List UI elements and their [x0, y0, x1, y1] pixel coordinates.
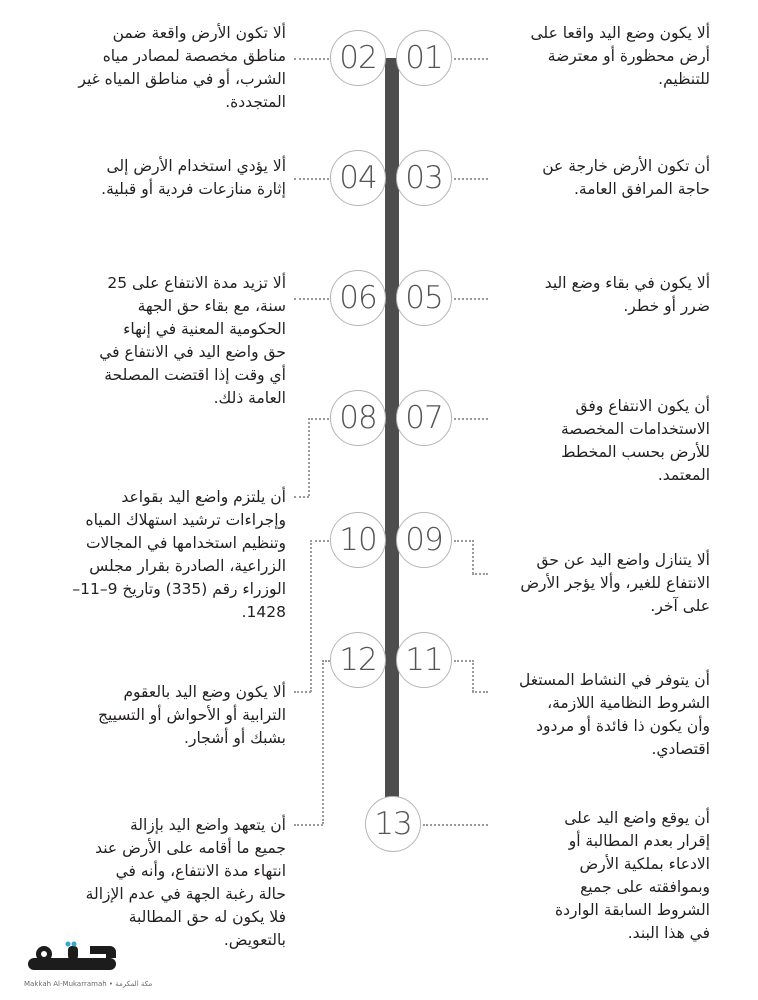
number-circle-06: 06	[330, 270, 386, 326]
number-circle-10: 10	[330, 512, 386, 568]
condition-13-text: أن يوقع واضع اليد على إقرار بعدم المطالبة أو الادعاء بملكية الأرض وبموافقته على جميع الشروط السابقة الواردة في هذا البند.	[555, 809, 710, 942]
connector-04	[294, 178, 329, 180]
condition-03-text: أن تكون الأرض خارجة عن حاجة المرافق العامة.	[542, 157, 710, 198]
connector-02	[294, 58, 329, 60]
connector-10-end	[294, 691, 311, 693]
connector-08	[308, 418, 329, 420]
connector-08-down	[308, 418, 310, 496]
number-circle-12: 12	[330, 632, 386, 688]
condition-07-text: أن يكون الانتفاع وفق الاستخدامات المخصصة للأرض بحسب المخطط المعتمد.	[561, 397, 710, 484]
number-circle-08: 08	[330, 390, 386, 446]
condition-01-text: ألا يكون وضع اليد واقعا على أرض محظورة أو معترضة للتنظيم.	[530, 24, 710, 88]
logo-subtitle: Makkah Al-Mukarramah • مكة المكرمة	[24, 980, 153, 988]
connector-13	[423, 824, 488, 826]
connector-11-down	[472, 660, 474, 692]
connector-12-end	[294, 824, 323, 826]
number-circle-04: 04	[330, 150, 386, 206]
number-circle-01: 01	[396, 30, 452, 86]
connector-10-down	[310, 540, 312, 692]
number-circle-09: 09	[396, 512, 452, 568]
number-circle-03: 03	[396, 150, 452, 206]
connector-11	[454, 660, 474, 662]
number-circle-13: 13	[365, 796, 421, 852]
number-circle-07: 07	[396, 390, 452, 446]
connector-06	[294, 298, 329, 300]
condition-04-text: ألا يؤدي استخدام الأرض إلى إثارة منازعات فردية أو قبلية.	[101, 157, 286, 198]
condition-11-text: أن يتوفر في النشاط المستغل الشروط النظامية اللازمة، وأن يكون ذا فائدة أو مردود اقتصادي.	[519, 671, 710, 758]
number-circle-11: 11	[396, 632, 452, 688]
connector-10	[310, 540, 329, 542]
connector-12-down	[322, 660, 324, 824]
condition-08-text: أن يلتزم واضع اليد بقواعد وإجراءات ترشيد استهلاك المياه وتنظيم استخدامها في المجالات الزراعية، الصادرة بقرار مجلس الوزراء رقم (335) وتاريخ 9–11– 1428.	[72, 488, 286, 621]
condition-05-text: ألا يكون في بقاء وضع اليد ضرر أو خطر.	[544, 274, 710, 315]
condition-10-text: ألا يكون وضع اليد بالعقوم الترابية أو الأحواش أو التسييج بشبك أو أشجار.	[97, 683, 286, 747]
condition-06-text: ألا تزيد مدة الانتفاع على 25 سنة، مع بقاء حق الجهة الحكومية المعنية في إنهاء حق واضع اليد في الانتفاع في أي وقت إذا اقتضت المصلحة العامة ذلك.	[99, 274, 286, 407]
connector-09	[454, 540, 474, 542]
number-circle-05: 05	[396, 270, 452, 326]
number-circle-02: 02	[330, 30, 386, 86]
condition-02-text: ألا تكون الأرض واقعة ضمن مناطق مخصصة لمصادر مياه الشرب، أو في مناطق المياه غير المتجددة.	[78, 24, 286, 111]
connector-09-down	[472, 540, 474, 574]
condition-12-text: أن يتعهد واضع اليد بإزالة جميع ما أقامه على الأرض عند انتهاء مدة الانتفاع، وأنه في حالة رغبة الجهة في عدم الإزالة فلا يكون له حق المطالبة بالتعويض.	[85, 816, 286, 949]
connector-08-end	[294, 496, 309, 498]
makkah-logo-mark	[24, 940, 120, 980]
condition-09-text: ألا يتنازل واضع اليد عن حق الانتفاع للغير، وألا يؤجر الأرض على آخر.	[520, 551, 710, 615]
